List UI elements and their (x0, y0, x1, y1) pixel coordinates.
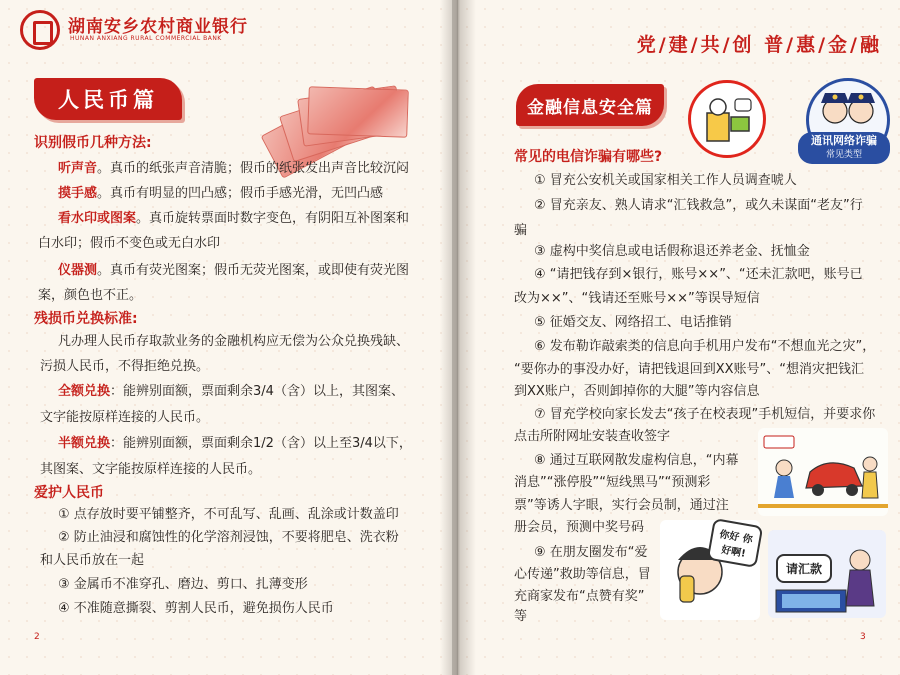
request-remit-bubble: 请汇款 (776, 554, 832, 583)
scam-section-heading: 常见的电信诈骗有哪些? (514, 149, 663, 165)
rmb-text-line (40, 409, 209, 427)
scam-text-line: 册会员，预测中奖号码 (514, 520, 645, 535)
phone-scam-illustration (688, 80, 766, 158)
rmb-text-line (38, 287, 142, 305)
rmb-text: 。真币旋转票面时数字变色，有阴阳互补图案和 (136, 211, 410, 226)
scam-text-line: 骗 (514, 223, 528, 238)
scam-text-line: “要你办的事没办好，请把钱退回到XX账号”、“想消灾把钱汇 (514, 362, 865, 377)
scam-text-line: ⑥ 发布勒诈敲索类的信息向手机用户发布“不想血光之灾”， (534, 339, 876, 354)
rmb-text: ：能辨别面额，票面剩余1/2（含）以上至3/4以下， (110, 436, 412, 451)
rmb-text-line (58, 576, 308, 594)
rmb-text-line (58, 600, 334, 618)
rmb-text-line (58, 435, 412, 453)
rmb-section-heading: 爱护人民币 (34, 485, 104, 501)
book-gutter (440, 0, 476, 675)
rmb-text-line (58, 506, 399, 524)
rmb-text-line (58, 262, 409, 280)
rmb-text: 案，颜色也不正。 (38, 288, 143, 303)
rmb-section-banner: 人民币篇 (34, 78, 182, 120)
rmb-text: ③ 金属币不准穿孔、磨边、剪口、扎薄变形 (58, 577, 308, 592)
scam-text-line: 心传递”救助等信息，冒 (514, 567, 651, 582)
rmb-text: ① 点存放时要平铺整齐，不可乱写、乱画、乱涂或计数盖印 (58, 507, 399, 522)
rmb-key-term: 听声音 (58, 161, 98, 176)
scam-text-line: 票”等诱人字眼，实行会员制，通过注 (514, 498, 729, 513)
bank-name: 湖南安乡农村商业银行 (68, 17, 248, 37)
rmb-text: ④ 不准随意撕裂、剪割人民币，避免损伤人民币 (58, 601, 334, 616)
scam-text-line: 点击所附网址安装查收签字 (514, 429, 671, 444)
rmb-text-line (58, 333, 409, 351)
rmb-text: 凡办理人民币存取款业务的金融机构应无偿为公众兑换残缺、 (58, 334, 410, 349)
slogan: 党/建/共/创 普/惠/金/融 (636, 34, 882, 56)
rmb-text: 。真币有荧光图案；假币无荧光图案，或即使有荧光图 (97, 263, 410, 278)
rmb-text: ：能辨别面额，票面剩余3/4（含）以上，其图案、 (110, 384, 404, 399)
badge-subtitle: 常见类型 (825, 150, 862, 160)
rmb-text-line (40, 358, 209, 376)
rmb-key-term: 看水印或图案 (58, 211, 137, 226)
scam-text-line: ③ 虚构中奖信息或电话假称退还养老金、抚恤金 (534, 244, 810, 259)
page-number-left: 2 (34, 632, 40, 642)
finance-security-banner: 金融信息安全篇 (516, 84, 664, 126)
scam-text-line: ⑨ 在朋友圈发布“爱 (534, 545, 648, 560)
scam-text-line: ② 冒充亲友、熟人请求“汇钱救急”，或久未谋面“老友”行 (534, 198, 863, 213)
shout-bubble: 你好 你好啊! (707, 518, 764, 568)
scam-text-line: 改为××”、“钱请还至账号××”等误导短信 (514, 291, 760, 306)
rmb-key-term: 全额兑换 (58, 384, 111, 399)
rmb-text: 。真币的纸张声音清脆；假币的纸张发出声音比较沉闷 (97, 161, 410, 176)
rmb-text: 。真币有明显的凹凸感；假币手感光滑，无凹凸感 (97, 186, 384, 201)
rmb-text: 和人民币放在一起 (40, 553, 145, 568)
scam-text-line: 消息”“涨停股”“短线黑马”“预测彩 (514, 475, 711, 490)
rmb-text: 污损人民币，不得拒绝兑换。 (40, 359, 210, 374)
rmb-text-line (58, 160, 409, 178)
rmb-text-line (40, 552, 144, 570)
scam-text-line: ① 冒充公安机关或国家相关工作人员调查唬人 (534, 173, 797, 188)
banknotes-illustration (256, 70, 406, 170)
rmb-text: 其图案、文字能按原样连接的人民币。 (40, 462, 262, 477)
scam-types-badge (798, 132, 890, 164)
page-number-right: 3 (860, 632, 866, 642)
scam-text-line: 充商家发布“点赞有奖” (514, 589, 645, 604)
rmb-section-heading: 识别假币几种方法: (34, 135, 152, 151)
rmb-text-line (58, 185, 383, 203)
scam-text-line: ⑧ 通过互联网散发虚构信息，“内幕 (534, 453, 739, 468)
bank-logo-icon (20, 10, 60, 50)
rmb-text-line (38, 235, 220, 253)
badge-title: 通讯网络诈骗 (811, 134, 877, 147)
car-accident-illustration (758, 428, 888, 516)
scam-text-line: ⑦ 冒充学校向家长发去“孩子在校表现”手机短信，并要求你 (534, 407, 876, 422)
bank-name-english: HUNAN ANXIANG RURAL COMMERCIAL BANK (70, 35, 222, 42)
scam-text-line: 到XX账户，否则卸掉你的大腿”等内容信息 (514, 384, 760, 399)
rmb-key-term: 摸手感 (58, 186, 98, 201)
rmb-text: 白水印；假币不变色或无白水印 (38, 236, 221, 251)
scam-text-line: ⑤ 征婚交友、网络招工、电话推销 (534, 315, 732, 330)
rmb-key-term: 仪器测 (58, 263, 98, 278)
scam-text-line: 等 (514, 609, 528, 624)
scam-text-line: ④ “请把钱存到×银行，账号××”、“还未汇款吧，账号已 (534, 267, 863, 282)
rmb-section-heading: 残损币兑换标准: (34, 311, 138, 327)
rmb-text-line (40, 461, 261, 479)
rmb-text-line (58, 529, 399, 547)
rmb-text: 文字能按原样连接的人民币。 (40, 410, 210, 425)
rmb-text-line (58, 210, 409, 228)
rmb-key-term: 半额兑换 (58, 436, 111, 451)
rmb-text-line (58, 383, 404, 401)
rmb-text: ② 防止油浸和腐蚀性的化学溶剂浸蚀，不要将肥皂、洗衣粉 (58, 530, 399, 545)
